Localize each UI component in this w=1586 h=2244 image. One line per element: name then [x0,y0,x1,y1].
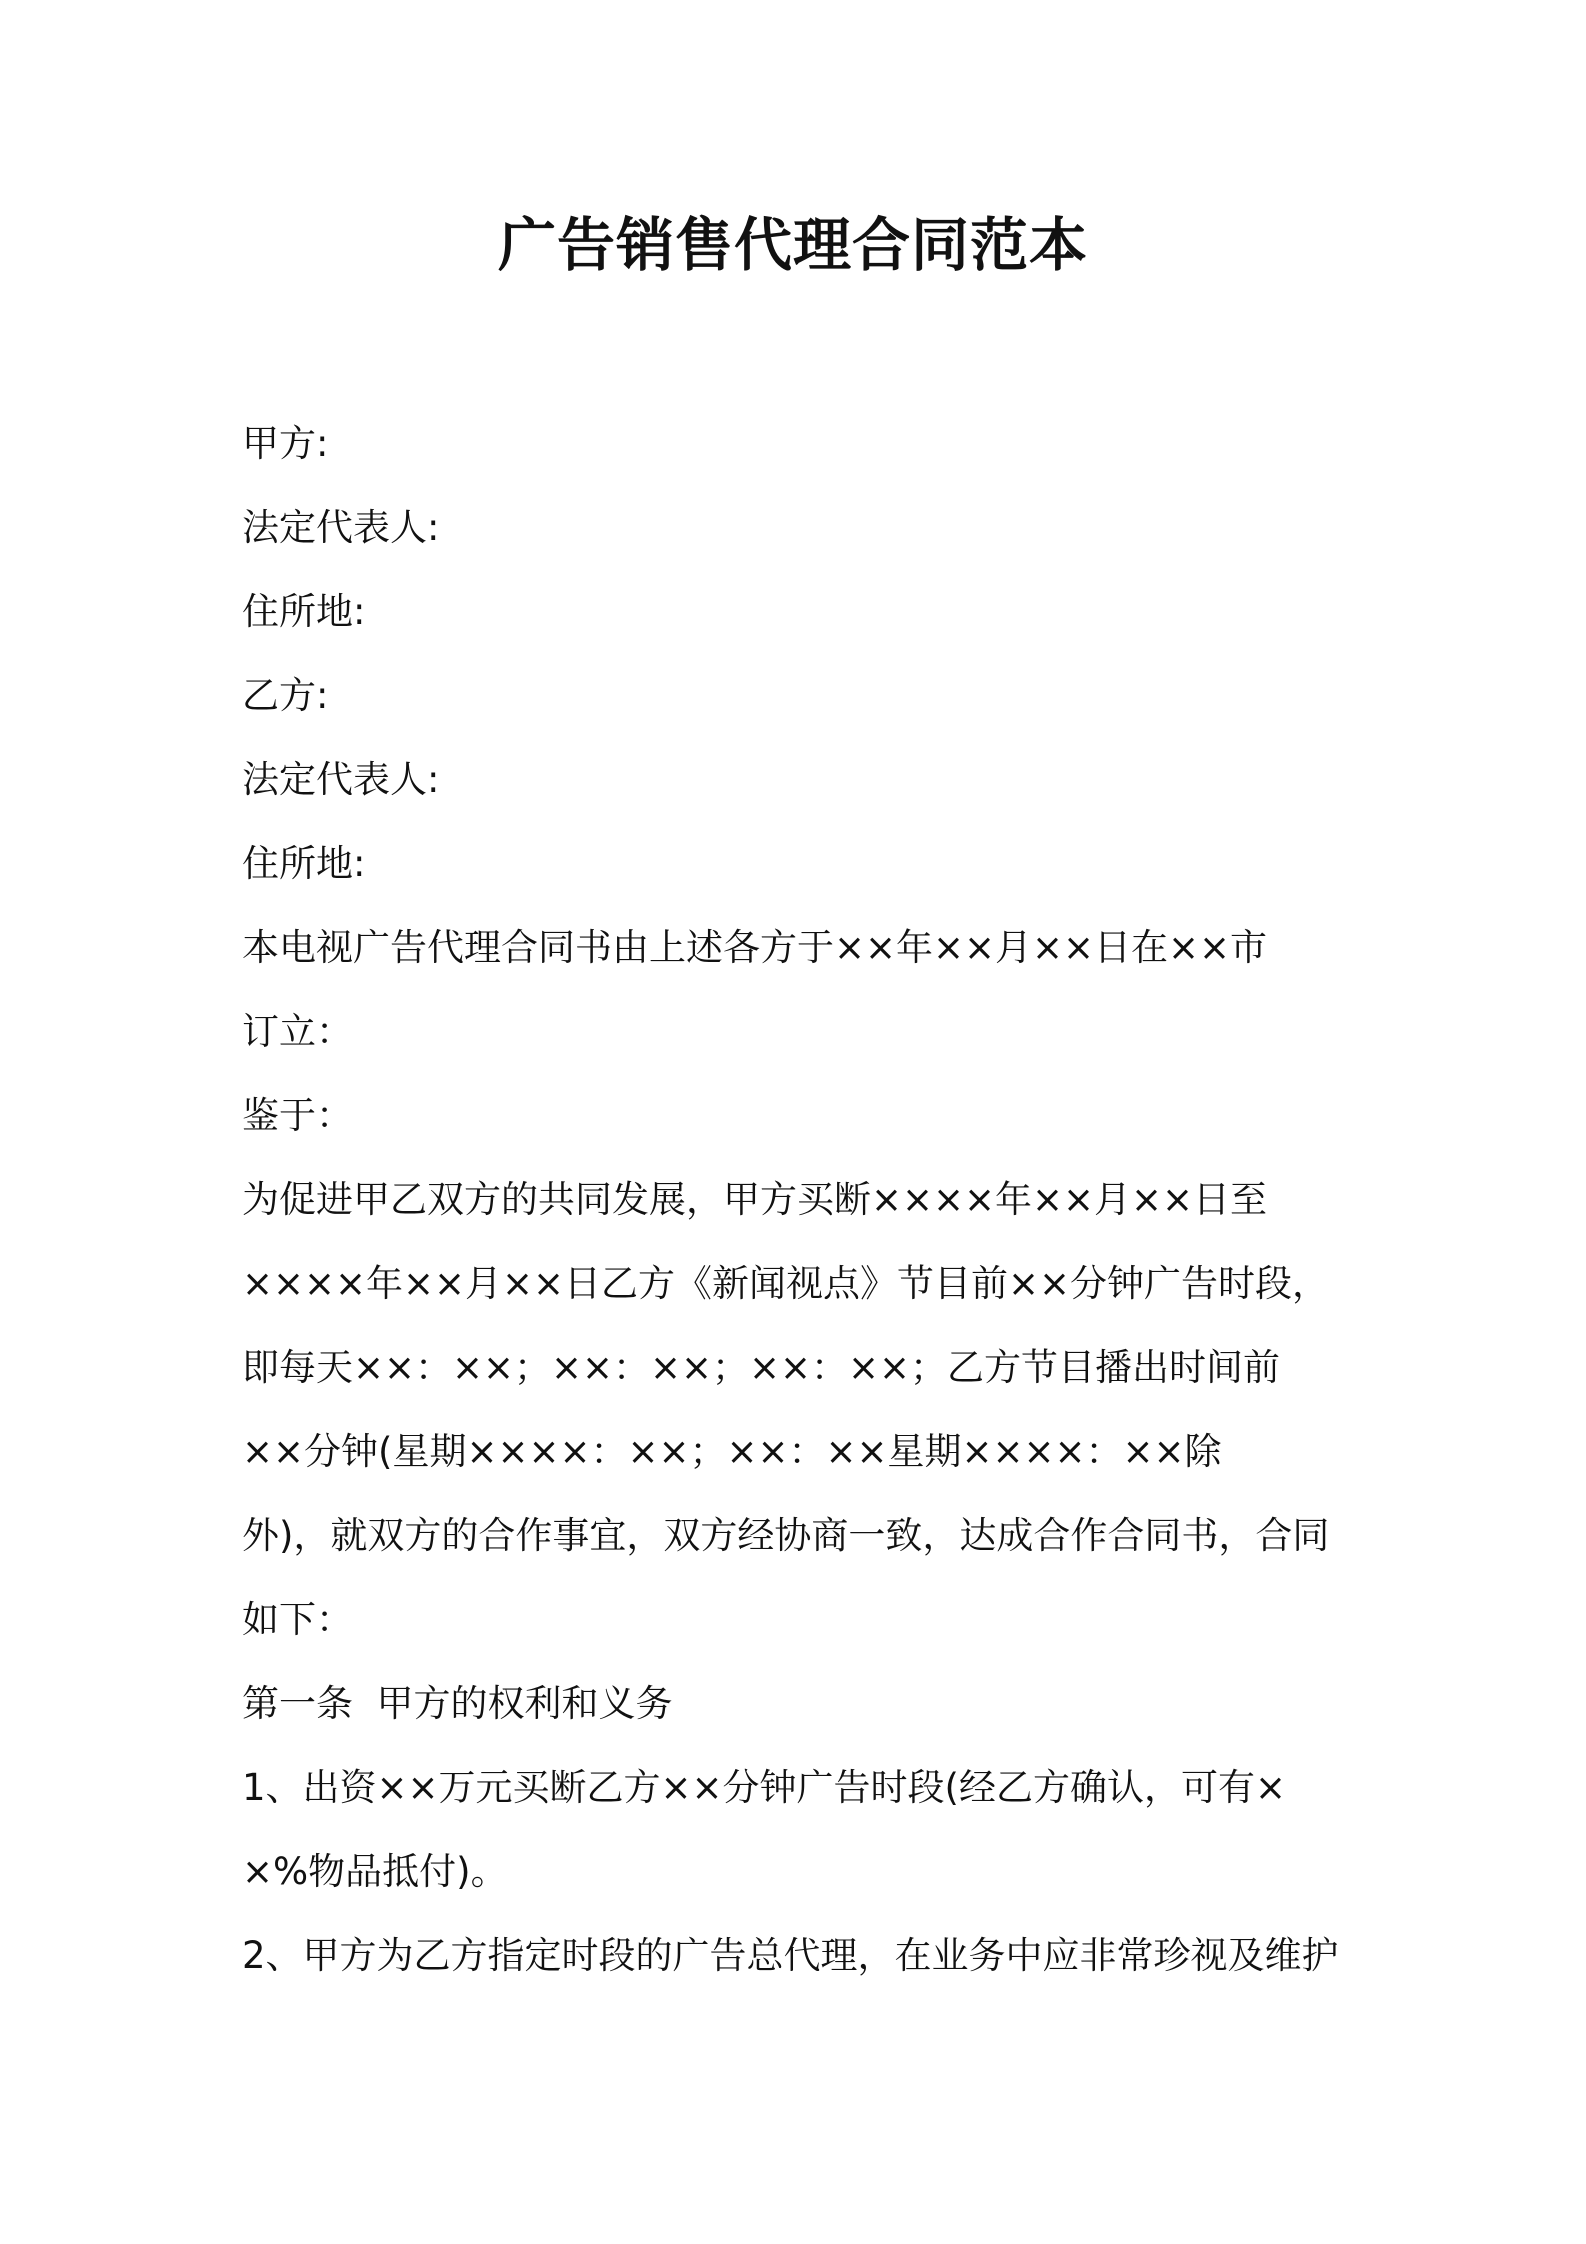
party-a-label: 甲方: [242,422,329,465]
party-a-address-label: 住所地: [242,590,366,633]
clause-line: ×%物品抵付)。 [242,1850,508,1893]
body-line: 如下： [242,1598,353,1641]
body-line: 外)，就双方的合作事宜，双方经协商一致，达成合作合同书，合同 [242,1514,1330,1557]
clause-line: 1、出资××万元买断乙方××分钟广告时段(经乙方确认，可有× [242,1766,1286,1809]
document-body [242,402,1362,1998]
body-line: 为促进甲乙双方的共同发展，甲方买断××××年××月××日至 [242,1178,1268,1221]
body-line: ××××年××月××日乙方《新闻视点》节目前××分钟广告时段， [242,1262,1330,1305]
party-b-label: 乙方: [242,674,329,717]
article-heading: 第一条 甲方的权利和义务 [242,1682,673,1725]
party-b-legal-rep-label: 法定代表人: [242,758,440,801]
body-line: 订立： [242,1010,353,1053]
clause-line: 2、甲方为乙方指定时段的广告总代理，在业务中应非常珍视及维护 [242,1934,1339,1977]
body-line: 本电视广告代理合同书由上述各方于××年××月××日在××市 [242,926,1268,969]
document-title: 广告销售代理合同范本 [497,211,1088,279]
party-a-legal-rep-label: 法定代表人: [242,506,440,549]
body-line: 即每天××：××；××：××；××：××；乙方节目播出时间前 [242,1346,1281,1389]
whereas-label: 鉴于： [242,1094,353,1137]
body-line: ××分钟(星期××××：××；××：××星期××××：××除 [242,1430,1222,1473]
party-b-address-label: 住所地: [242,842,366,885]
